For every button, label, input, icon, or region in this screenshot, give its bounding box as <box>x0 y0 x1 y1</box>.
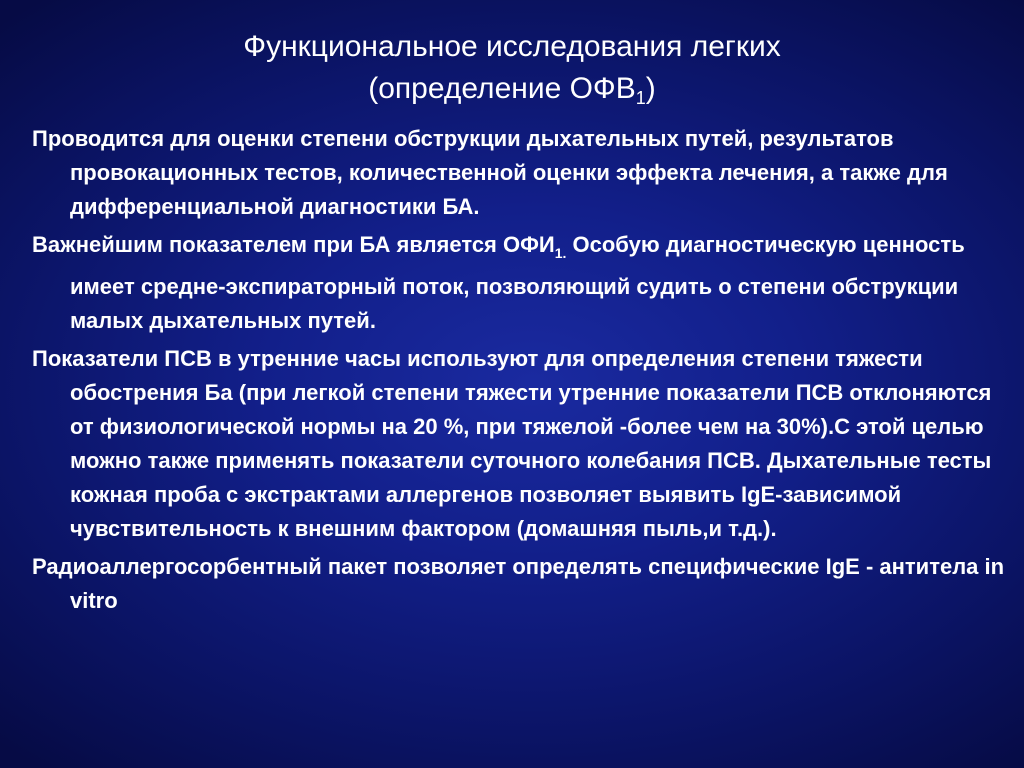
title-line-2-prefix: (определение ОФВ <box>368 72 636 105</box>
title-line-2 <box>0 68 1024 119</box>
paragraph-2 <box>32 228 1012 338</box>
paragraph-3: Показатели ПСВ в утренние часы используют для определения степени тяжести обострения Ба (при легкой степени тяжести утренние показатели ПСВ отклоняются от физиологической нормы на 20 %, при тяжелой -более чем на 30%).С этой целью можно также применять показатели суточного колебания ПСВ. Дыхательные тесты кожная проба с экстрактами аллергенов позволяет выявить IgE-зависимой чувствительность к внешним фактором (домашняя пыль,и т.д.). <box>32 346 992 541</box>
paragraph-1: Проводится для оценки степени обструкции дыхательных путей, результатов провокационных тестов, количественной оценки эффекта лечения, а также для дифференциальной диагностики БА. <box>32 126 948 219</box>
paragraph-2-prefix: Важнейшим показателем при БА является ОФИ <box>32 232 555 257</box>
paragraph-2-suffix: Особую диагностическую ценность имеет средне-экспираторный поток, позволяющий судить о степени обструкции малых дыхательных путей. <box>70 232 965 333</box>
paragraph-2-subscript: 1. <box>554 245 567 261</box>
title-line-1: Функциональное исследования легких <box>243 30 781 63</box>
paragraph-4: Радиоаллергосорбентный пакет позволяет определять специфические IgE - антитела in vitro <box>32 554 1005 613</box>
title-subscript: 1 <box>635 88 646 108</box>
slide-title <box>0 26 1024 119</box>
title-line-2-suffix: ) <box>645 72 656 105</box>
slide-body <box>32 122 1012 622</box>
